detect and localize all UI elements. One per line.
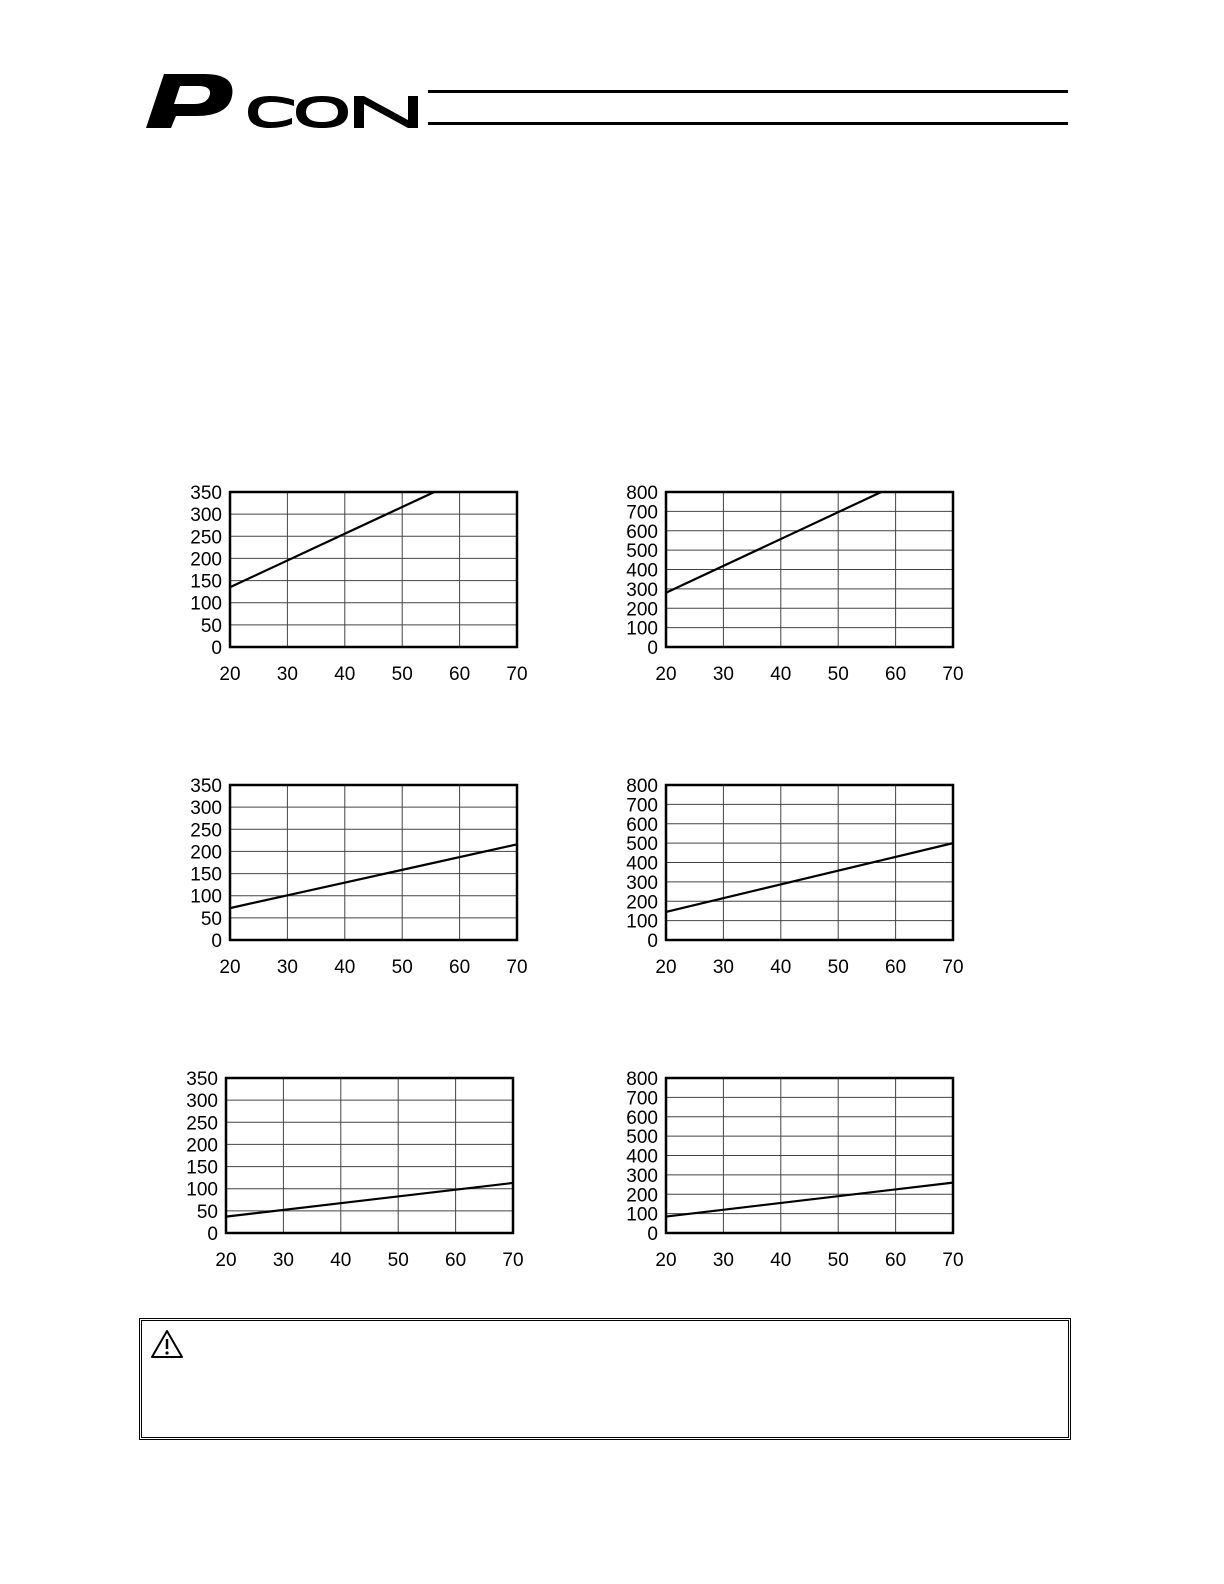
y-tick-label: 0 <box>207 1224 218 1245</box>
x-tick-label: 30 <box>712 664 734 685</box>
x-tick-label: 30 <box>712 1250 734 1271</box>
y-tick-label: 800 <box>626 1069 658 1090</box>
y-tick-label: 700 <box>626 502 658 524</box>
y-tick-label: 150 <box>186 1157 218 1179</box>
y-tick-label: 800 <box>626 483 658 504</box>
chart-1 <box>180 476 550 696</box>
y-tick-label: 700 <box>626 1088 658 1110</box>
y-tick-label: 350 <box>190 776 222 797</box>
y-tick-label: 600 <box>626 521 658 543</box>
y-tick-label: 0 <box>647 931 658 952</box>
x-tick-label: 40 <box>334 957 356 978</box>
x-tick-label: 70 <box>942 1250 964 1271</box>
y-tick-label: 200 <box>190 842 222 864</box>
x-tick-label: 60 <box>885 1250 907 1271</box>
x-tick-label: 20 <box>219 957 241 978</box>
y-tick-label: 600 <box>626 1107 658 1129</box>
y-tick-label: 100 <box>190 593 222 615</box>
logo-letter-p <box>146 74 232 128</box>
header-rule-top <box>428 90 1068 93</box>
y-tick-label: 500 <box>626 1127 658 1149</box>
x-tick-label: 20 <box>655 1250 677 1271</box>
y-tick-label: 200 <box>626 1185 658 1207</box>
logo-letter-o <box>296 96 348 128</box>
x-tick-label: 50 <box>827 1250 849 1271</box>
x-tick-label: 50 <box>391 664 413 685</box>
plot-frame <box>230 492 517 647</box>
x-tick-label: 20 <box>215 1250 237 1271</box>
plot-frame <box>226 1078 513 1233</box>
y-tick-label: 400 <box>626 853 658 875</box>
x-tick-label: 20 <box>655 664 677 685</box>
y-tick-label: 150 <box>190 864 222 886</box>
y-tick-label: 350 <box>186 1069 218 1090</box>
y-tick-label: 600 <box>626 814 658 836</box>
header-rule-bottom <box>428 122 1068 125</box>
series-line <box>226 1183 513 1217</box>
x-tick-label: 40 <box>334 664 356 685</box>
y-tick-label: 50 <box>196 1201 218 1223</box>
y-tick-label: 400 <box>626 1146 658 1168</box>
y-tick-label: 300 <box>626 872 658 894</box>
y-tick-label: 200 <box>190 549 222 571</box>
y-tick-label: 700 <box>626 795 658 817</box>
y-tick-label: 100 <box>190 886 222 908</box>
chart-4 <box>616 769 986 989</box>
y-tick-label: 300 <box>190 505 222 527</box>
y-tick-label: 50 <box>200 615 222 637</box>
x-tick-label: 30 <box>276 957 298 978</box>
chart-6 <box>616 1062 986 1282</box>
y-tick-label: 250 <box>190 820 222 842</box>
x-tick-label: 70 <box>506 957 528 978</box>
chart-5 <box>176 1062 546 1282</box>
y-tick-label: 100 <box>626 1204 658 1226</box>
x-tick-label: 30 <box>276 664 298 685</box>
pcon-logo <box>146 72 428 130</box>
x-tick-label: 70 <box>942 957 964 978</box>
plot-frame <box>230 785 517 940</box>
series-line <box>230 492 434 587</box>
x-tick-label: 60 <box>885 957 907 978</box>
x-tick-label: 20 <box>219 664 241 685</box>
y-tick-label: 100 <box>186 1179 218 1201</box>
x-tick-label: 40 <box>330 1250 352 1271</box>
y-tick-label: 100 <box>626 911 658 933</box>
y-tick-label: 800 <box>626 776 658 797</box>
x-tick-label: 30 <box>712 957 734 978</box>
y-tick-label: 100 <box>626 618 658 640</box>
x-tick-label: 70 <box>502 1250 524 1271</box>
x-tick-label: 30 <box>272 1250 294 1271</box>
x-tick-label: 20 <box>655 957 677 978</box>
y-tick-label: 300 <box>626 579 658 601</box>
x-tick-label: 50 <box>827 957 849 978</box>
y-tick-label: 250 <box>186 1113 218 1135</box>
chart-3 <box>180 769 550 989</box>
logo-letter-n <box>354 96 418 128</box>
y-tick-label: 0 <box>211 638 222 659</box>
x-tick-label: 50 <box>387 1250 409 1271</box>
y-tick-label: 250 <box>190 527 222 549</box>
x-tick-label: 70 <box>942 664 964 685</box>
x-tick-label: 60 <box>885 664 907 685</box>
warning-triangle-icon <box>150 1329 184 1359</box>
x-tick-label: 40 <box>770 957 792 978</box>
x-tick-label: 40 <box>770 1250 792 1271</box>
series-line <box>230 844 517 908</box>
x-tick-label: 60 <box>445 1250 467 1271</box>
y-tick-label: 300 <box>626 1165 658 1187</box>
y-tick-label: 500 <box>626 834 658 856</box>
y-tick-label: 50 <box>200 908 222 930</box>
caution-box <box>139 1318 1071 1440</box>
series-line <box>666 492 881 593</box>
x-tick-label: 50 <box>827 664 849 685</box>
x-tick-label: 50 <box>391 957 413 978</box>
y-tick-label: 200 <box>186 1135 218 1157</box>
chart-2 <box>616 476 986 696</box>
x-tick-label: 60 <box>449 664 471 685</box>
y-tick-label: 500 <box>626 541 658 563</box>
y-tick-label: 0 <box>647 638 658 659</box>
y-tick-label: 150 <box>190 571 222 593</box>
logo-letter-c <box>248 96 294 128</box>
y-tick-label: 0 <box>647 1224 658 1245</box>
y-tick-label: 350 <box>190 483 222 504</box>
y-tick-label: 200 <box>626 892 658 914</box>
y-tick-label: 300 <box>186 1091 218 1113</box>
series-line <box>666 1183 953 1217</box>
x-tick-label: 40 <box>770 664 792 685</box>
y-tick-label: 300 <box>190 798 222 820</box>
x-tick-label: 70 <box>506 664 528 685</box>
x-tick-label: 60 <box>449 957 471 978</box>
y-tick-label: 0 <box>211 931 222 952</box>
y-tick-label: 400 <box>626 560 658 582</box>
y-tick-label: 200 <box>626 599 658 621</box>
